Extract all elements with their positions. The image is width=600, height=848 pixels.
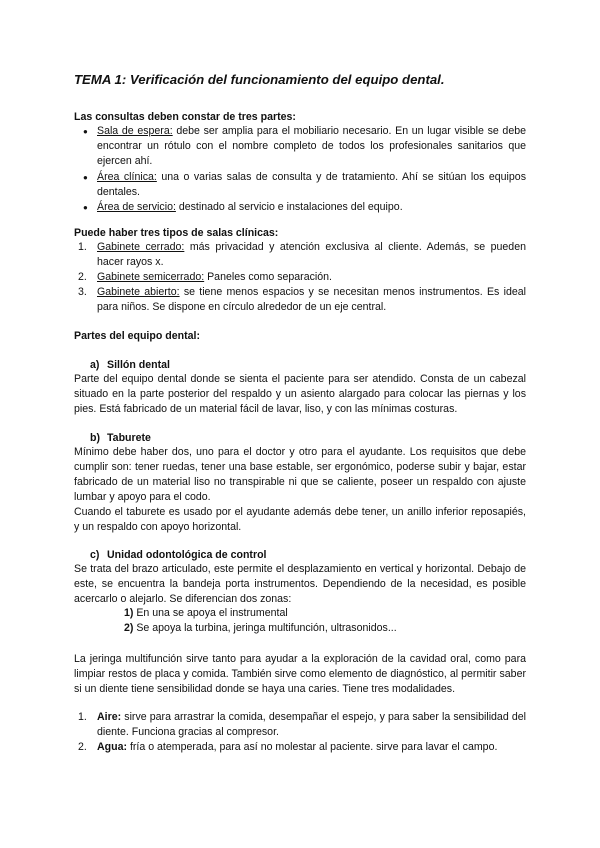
- list-item-text: se tiene menos espacios y se necesitan menos instrumentos. Es ideal para niños. Se dispone en círculo alrededor de un eje central.: [97, 286, 526, 314]
- jeringa-paragraph: La jeringa multifunción sirve tanto para ayudar a la exploración de la cavidad oral, como para limpiar restos de placa y comida. También sirve como elemento de diagnóstico, al permitir saber si un diente tiene sensibilidad donde se haya una caries. Tiene tres modalidades.: [74, 653, 526, 696]
- document-title: TEMA 1: Verificación del funcionamiento del equipo dental.: [74, 72, 445, 87]
- section-title: Taburete: [107, 432, 151, 444]
- salas-heading: Puede haber tres tipos de salas clínicas:: [74, 227, 279, 239]
- list-item: [83, 170, 526, 200]
- list-item: [78, 285, 526, 315]
- list-item-term: Agua:: [97, 741, 128, 753]
- list-item: [78, 270, 526, 285]
- zona-item: [124, 607, 288, 619]
- zona-number: 2): [124, 622, 134, 634]
- list-number: 1.: [78, 711, 87, 723]
- section-heading-taburete: [90, 432, 151, 444]
- list-item-term: Gabinete abierto:: [97, 286, 180, 298]
- list-item: [78, 240, 526, 270]
- consultas-heading: Las consultas deben constar de tres partes:: [74, 111, 296, 123]
- list-number: 2.: [78, 741, 87, 753]
- list-item-text: fría o atemperada, para así no molestar al paciente. sirve para lavar el campo.: [127, 741, 498, 753]
- list-item-text: más privacidad y atención exclusiva al cliente. Además, se pueden hacer rayos x.: [97, 241, 526, 269]
- list-item-term: Aire:: [97, 711, 122, 723]
- list-item-term: Gabinete cerrado:: [97, 241, 185, 253]
- list-number: 3.: [78, 286, 87, 298]
- bullet-marker: ●: [83, 127, 88, 136]
- section-heading-sillon: [90, 359, 170, 371]
- list-item-text: sirve para arrastrar la comida, desempañar el espejo, y para saber la sensibilidad del diente. Funciona gracias al compresor.: [97, 711, 526, 739]
- zona-text: Se apoya la turbina, jeringa multifunción, ultrasonidos...: [133, 622, 397, 634]
- section-heading-unidad: [90, 549, 267, 561]
- section-marker: b): [90, 432, 100, 444]
- section-title: Unidad odontológica de control: [107, 549, 267, 561]
- zona-number: 1): [124, 607, 134, 619]
- list-item-term: Área de servicio:: [97, 201, 176, 213]
- list-item-text: Paneles como separación.: [204, 271, 332, 283]
- list-item: [78, 710, 526, 740]
- list-item-text: una o varias salas de consulta y de tratamiento. Ahí se sitúan los equipos dentales.: [97, 171, 526, 199]
- list-item: [78, 740, 526, 755]
- zona-text: En una se apoya el instrumental: [133, 607, 288, 619]
- zona-item: [124, 622, 397, 634]
- list-item-term: Sala de espera:: [97, 125, 173, 137]
- list-item-term: Gabinete semicerrado:: [97, 271, 205, 283]
- partes-heading: Partes del equipo dental:: [74, 330, 200, 342]
- list-number: 2.: [78, 271, 87, 283]
- list-item-text: debe ser amplia para el mobiliario necesario. En un lugar visible se debe encontrar un rótulo con el nombre completo de todos los profesionales sanitarios que ejercen ahí.: [97, 125, 527, 168]
- unidad-paragraph: Se trata del brazo articulado, este permite el desplazamiento en vertical y horizontal. Debajo de este, se encuentra la bandeja porta instrumentos. Dependiendo de la necesidad, es posible acercarlo o alejarlo. Se diferencian dos zonas:: [74, 563, 526, 606]
- bullet-marker: ●: [83, 173, 88, 182]
- taburete-paragraph-2: Cuando el taburete es usado por el ayudante además debe tener, un anillo inferior reposapiés, y un respaldo con apoyo horizontal.: [74, 506, 526, 534]
- list-item: [83, 200, 526, 215]
- section-title: Sillón dental: [107, 359, 170, 371]
- list-item: [83, 124, 527, 169]
- section-marker: c): [90, 549, 100, 561]
- list-item-term: Área clínica:: [97, 171, 157, 183]
- section-marker: a): [90, 359, 100, 371]
- sillon-paragraph: Parte del equipo dental donde se sienta el paciente para ser atendido. Consta de un cabezal situado en la parte posterior del respaldo y un asiento alargado para colocar las piernas y los pies. Está fabricado de un material fácil de lavar, liso, y con las mínimas costuras.: [74, 373, 526, 416]
- bullet-marker: ●: [83, 203, 88, 212]
- list-item-text: destinado al servicio e instalaciones del equipo.: [175, 201, 403, 213]
- taburete-paragraph: Mínimo debe haber dos, uno para el doctor y otro para el ayudante. Los requisitos que debe cumplir son: tener ruedas, tener una base estable, ser ergonómico, poderse subir y bajar, estar fabricado de un material liso no transpirable ni que se caliente, poseer un respaldo con ajuste lumbar y apoyo para el codo.: [74, 446, 526, 504]
- list-number: 1.: [78, 241, 87, 253]
